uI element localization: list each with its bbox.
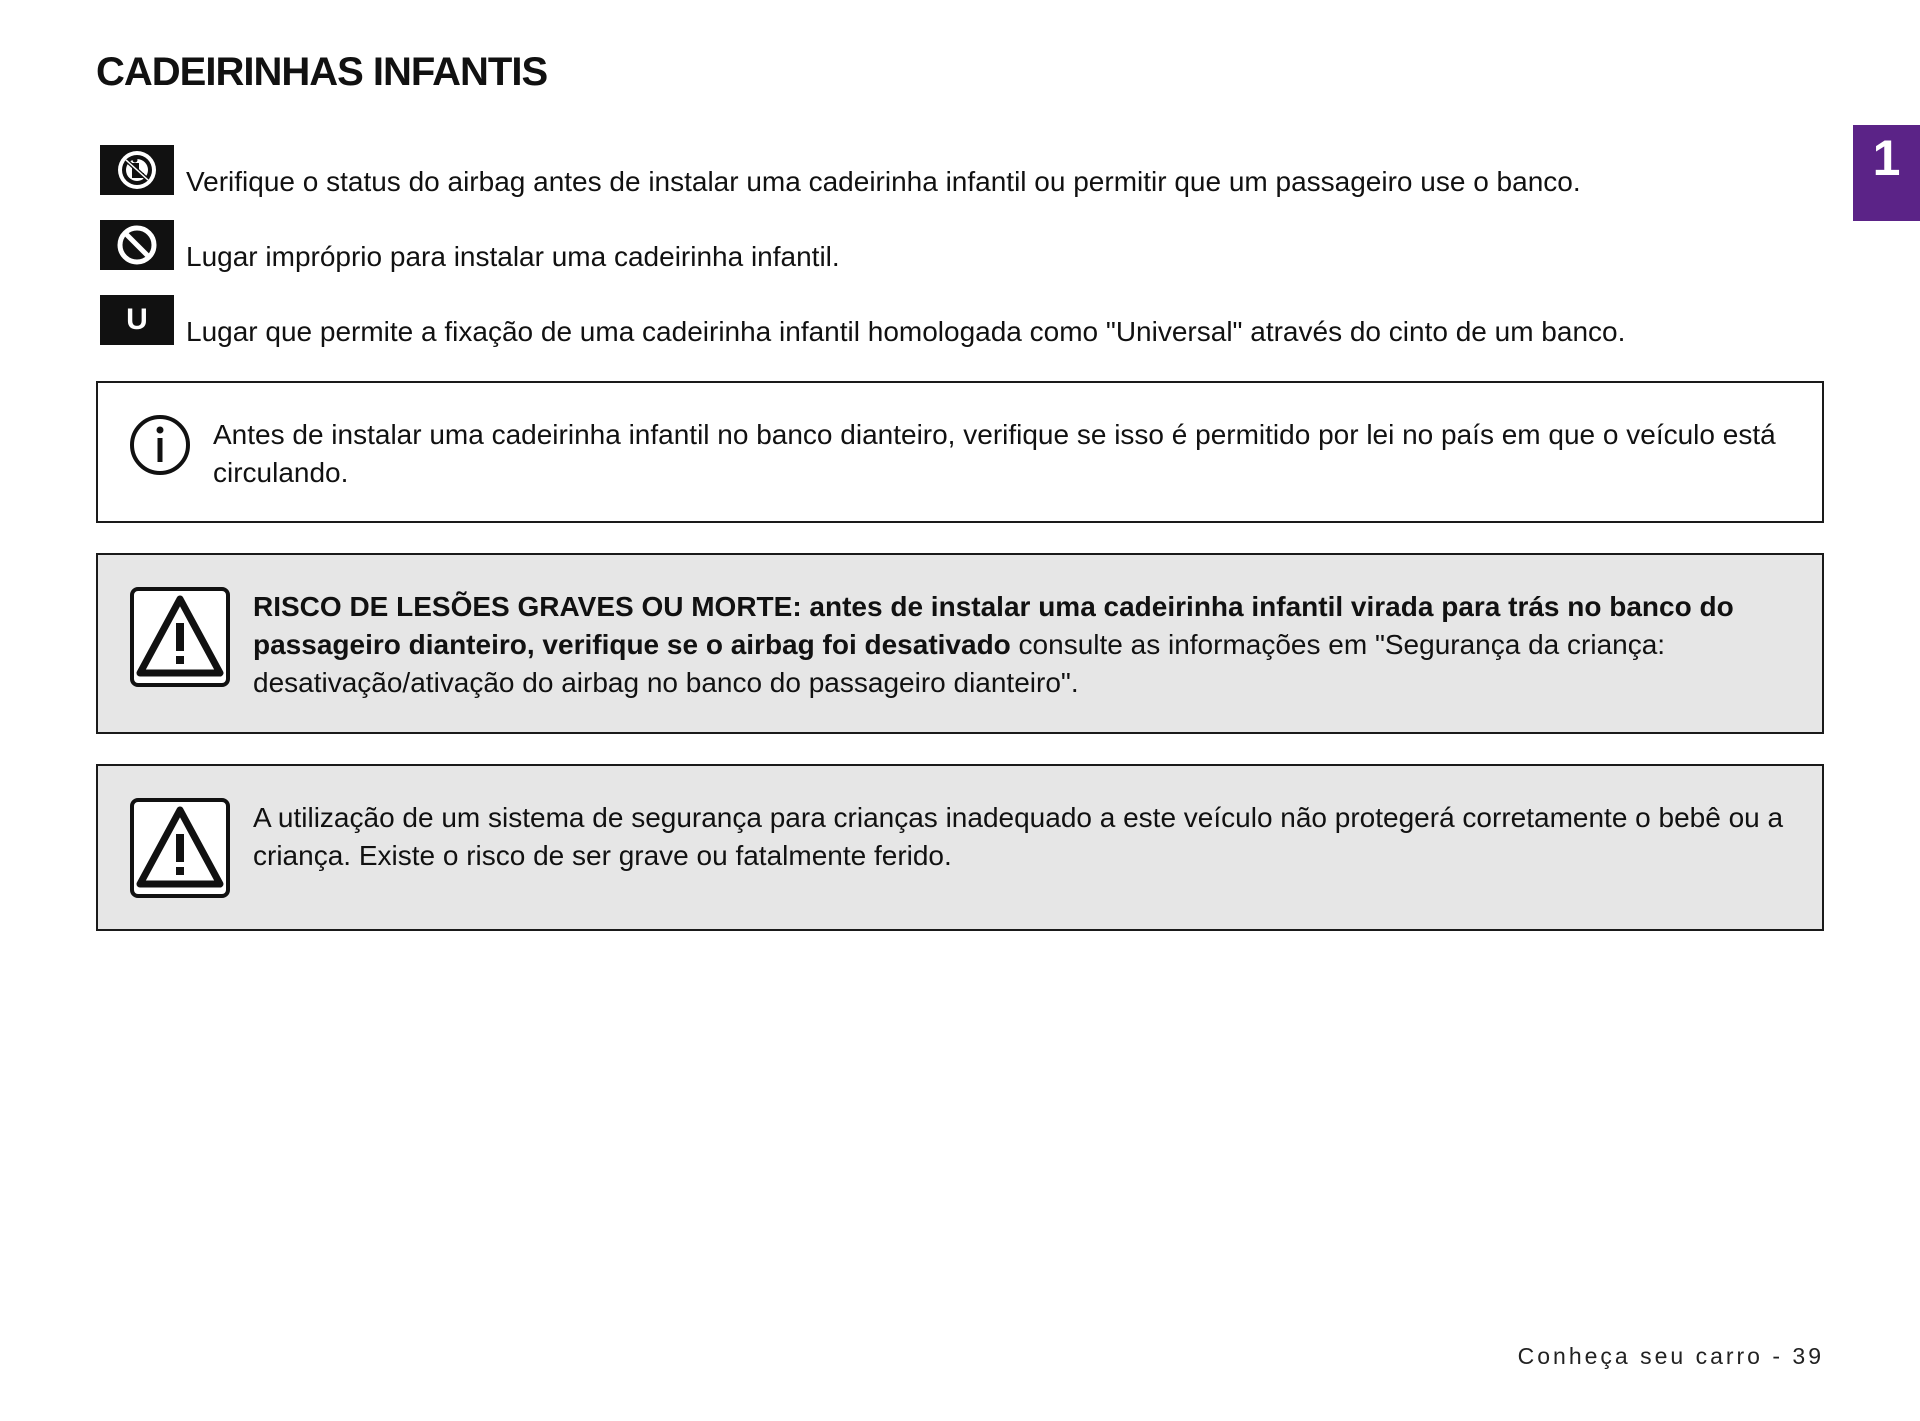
legend-text: Verifique o status do airbag antes de instalar uma cadeirinha infantil ou permitir que um passageiro use o banco. [186, 166, 1581, 197]
warning-regular-text: consulte as informações em "Segurança da criança: desativação/ativação do airbag no banco do passageiro dianteiro". [253, 629, 1666, 698]
warning-triangle-icon [130, 587, 230, 692]
chapter-tab [1853, 125, 1920, 221]
chapter-number: 1 [1872, 130, 1901, 186]
info-box [96, 381, 1824, 523]
airbag-status-icon [100, 145, 174, 195]
universal-u-icon [100, 295, 174, 345]
page-footer: Conheça seu carro - 39 [1517, 1343, 1824, 1369]
warning-box-inadequate-system [96, 764, 1824, 931]
info-box-text: Antes de instalar uma cadeirinha infantil no banco dianteiro, verifique se isso é permitido por lei no país em que o veículo está circulando. [213, 419, 1776, 488]
warning-box-serious-injury [96, 553, 1824, 734]
warning-triangle-icon [130, 798, 230, 903]
warning-box-text [253, 588, 1793, 702]
prohibited-icon [100, 220, 174, 270]
universal-u-letter: U [126, 303, 148, 336]
legend-text: Lugar impróprio para instalar uma cadeirinha infantil. [186, 241, 840, 272]
page-title: CADEIRINHAS INFANTIS [96, 50, 548, 94]
warning-bold-text: RISCO DE LESÕES GRAVES OU MORTE: antes de instalar uma cadeirinha infantil virada para trás no banco do passageiro dianteiro, verifique se o airbag foi desativado [253, 591, 1734, 660]
warning-box-text: A utilização de um sistema de segurança para crianças inadequado a este veículo não protegerá corretamente o bebê ou a criança. Existe o risco de ser grave ou fatalmente ferido. [253, 802, 1784, 871]
legend-text: Lugar que permite a fixação de uma cadeirinha infantil homologada como "Universal" através do cinto de um banco. [186, 316, 1626, 347]
info-icon [128, 413, 192, 482]
